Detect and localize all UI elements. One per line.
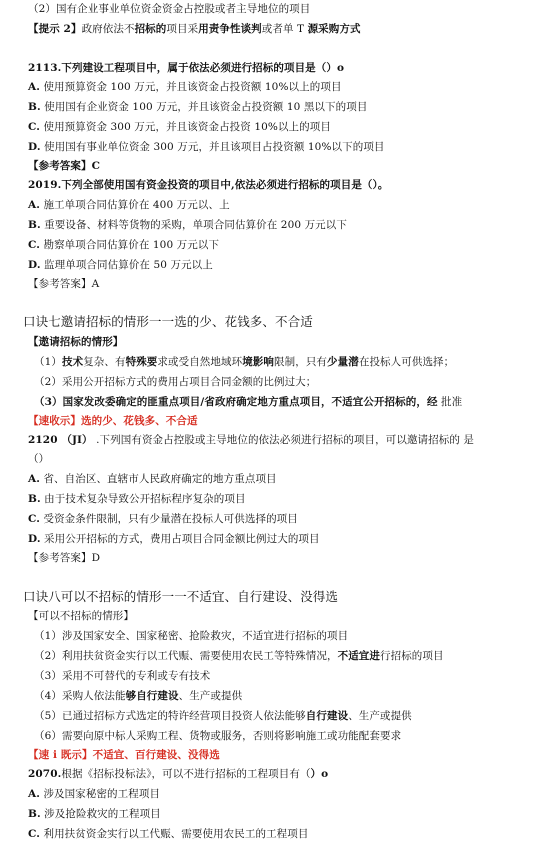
question-2113-stem: 2113.下列建设工程项目中，属于依法必须进行招标的项目是（）o [28,62,345,74]
section8-item-1: （1）涉及国家安全、国家秘密、抢险救灾，不适宜进行招标的项目 [34,630,349,642]
q2070-option-a: A. 涉及国家秘密的工程项目 [28,788,161,800]
condition-line: （2）国有企业事业单位资金资金占控股或者主导地位的项目 [28,3,311,15]
q2113-option-a: A. 使用预算资金 100 万元，并且该资金占投资额 10%以上的项目 [28,81,342,93]
section8-mnemonic-recall: 【速 i 既示】不适宜、百行建设、没得选 [28,749,220,761]
section8-item-2: （2）利用扶贫资金实行以工代赈、需要使用农民工等特殊情况，不适宜进行招标的项目 [34,650,444,662]
q2120-option-a: A. 省、自治区、直辖市人民政府确定的地方重点项目 [28,473,277,485]
section7-subtitle: 【遨请招标的情形】 [28,336,124,348]
mnemonic-7-heading: 口诀七邀请招标的情形一一选的少、花钱多、不合适 [23,314,313,329]
q2019-answer: 【参考答案】A [28,278,100,290]
q2113-answer: 【参考答案】C [28,160,101,172]
tip-line: 【提示 2】政府依法不招标的项目采用责争性谈判或者单 T 源采购方式 [28,23,361,35]
section8-item-3: （3）采用不可替代的专利或专有技术 [34,670,211,682]
section8-item-5: （5）已通过招标方式选定的特许经营项目投资人依法能够自行建设、生产或提供 [34,710,412,722]
q2120-option-c: C. 受资金条件限制，只有少量潜在投标人可供选择的项目 [28,513,298,525]
q2120-option-b: B. 由于技术复杂导致公开招标程序复杂的项目 [28,493,246,505]
section8-item-6: （6）需要向原中标人采购工程、货物或服务，否则将影响施工或功能配套要求 [34,730,402,742]
section7-item-3: （3）国家发改委确定的匪重点项目/省政府确定地方重点项目，不适宜公开招标的，经 批准 [34,396,463,408]
question-2070-stem: 2070.根据《招标投标法》，可以不进行招标的工程项目有（）o [28,768,329,780]
q2019-option-d: D. 监理单项合同估算价在 50 万元以上 [28,259,213,271]
q2113-option-c: C. 使用预算资金 300 万元，并且该资金占投资 10%以上的项目 [28,121,331,133]
section7-item-2: （2）采用公开招标方式的费用占项目合同金额的比例过大； [34,376,317,388]
question-2120-stem: 2120 （JI） .下列国有资金占控股或主导地位的依法必须进行招标的项目，可以邀请招标的 是 [28,434,474,446]
q2113-option-b: B. 使用国有企业资金 100 万元，并且该资金占投资额 10 黑以下的项目 [28,101,368,113]
q2019-option-b: B. 重要设备、材料等货物的采购，单项合同估算价在 200 万元以下 [28,219,347,231]
q2019-option-a: A. 施工单项合同估算价在 400 万元以、上 [28,199,230,211]
q2120-stem-end: （） [28,453,50,465]
question-2019-stem: 2019.下列全部使用国有资金投资的项目中,依法必须进行招标的项目是（）。 [28,179,389,191]
section8-item-4: （4）采购人依法能够自行建设、生产或提供 [34,690,243,702]
q2070-option-c: C. 利用扶贫资金实行以工代赈、需要使用农民工的工程项目 [28,828,309,840]
section8-subtitle: 【可以不招标的情形】 [28,610,134,622]
mnemonic-8-heading: 口诀八可以不招标的情形一一不适宜、自行建设、没得选 [23,589,339,604]
section7-mnemonic-recall: 【速收示】选的少、花钱多、不合适 [28,415,198,427]
q2120-answer: 【参考答案】D [28,552,101,564]
section7-item-1: （1）技术复杂、有特殊要求或受自然地域环境影响限制，只有少量潜在投标人可供选择； [34,356,455,368]
q2019-option-c: C. 勘察单项合同估算价在 100 万元以下 [28,239,220,251]
q2120-option-d: D. 采用公开招标的方式，费用占项目合同金额比例过大的项目 [28,533,320,545]
q2113-option-d: D. 使用国有事业单位资金 300 万元，并且该项目占投资额 10%以下的项目 [28,141,385,153]
q2070-option-b: B. 涉及抢险救灾的工程项目 [28,808,161,820]
